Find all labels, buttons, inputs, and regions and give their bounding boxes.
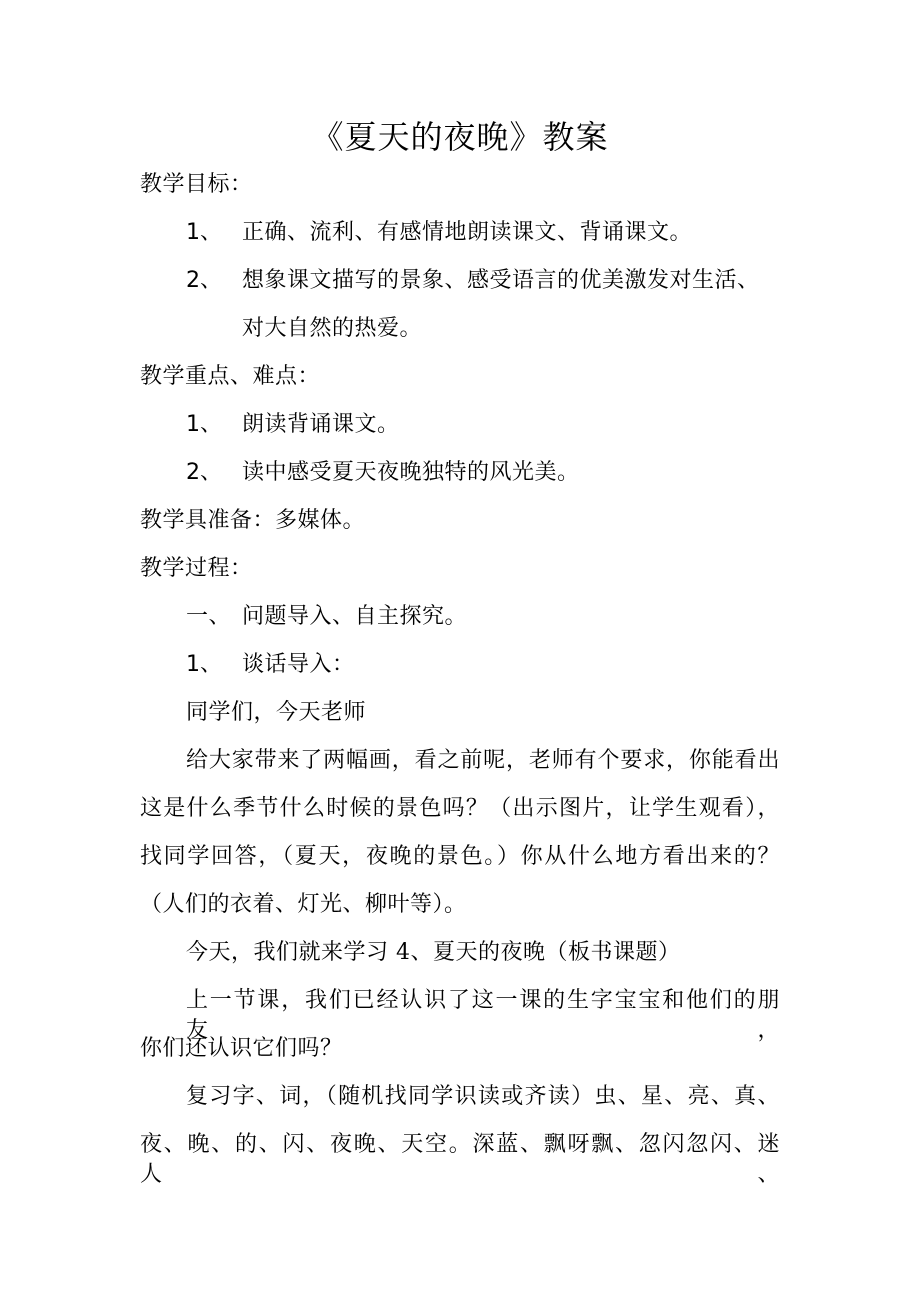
- paragraph-line: 同学们，今天老师: [186, 700, 367, 725]
- paragraph-line: 这是什么季节什么时候的景色吗？（出示图片，让学生观看），: [140, 796, 780, 821]
- objectives-heading: 教学目标：: [140, 172, 253, 197]
- document-title: 《夏天的夜晚》教案: [311, 118, 609, 156]
- paragraph-line: 给大家带来了两幅画，看之前呢，老师有个要求，你能看出: [186, 748, 780, 773]
- key-point-number: 2、: [186, 460, 222, 485]
- process-heading: 教学过程：: [140, 556, 253, 581]
- paragraph-line: 你们还认识它们吗？: [140, 1036, 343, 1061]
- key-point-text: 朗读背诵课文。: [242, 412, 400, 437]
- step-number: 1、: [186, 652, 222, 677]
- key-point-number: 1、: [186, 412, 222, 437]
- key-points-heading: 教学重点、难点：: [140, 364, 321, 389]
- objective-text: 正确、流利、有感情地朗读课文、背诵课文。: [242, 220, 693, 245]
- objective-number: 1、: [186, 220, 222, 245]
- paragraph-line: 复习字、词，（随机找同学识读或齐读）虫、星、亮、真、: [186, 1084, 780, 1109]
- key-point-text: 读中感受夏天夜晚独特的风光美。: [242, 460, 580, 485]
- paragraph-line: 上一节课，我们已经认识了这一课的生字宝宝和他们的朋友，: [186, 988, 780, 1043]
- paragraph-line: 找同学回答，（夏天，夜晚的景色。）你从什么地方看出来的？: [140, 844, 780, 869]
- materials-line: 教学具准备：多媒体。: [140, 508, 366, 533]
- section-title: 问题导入、自主探究。: [242, 604, 468, 629]
- objective-text: 想象课文描写的景象、感受语言的优美激发对生活、: [242, 268, 760, 293]
- paragraph-line: 夜、晚、的、闪、夜晚、天空。深蓝、飘呀飘、忽闪忽闪、迷人、: [140, 1132, 780, 1187]
- section-number: 一、: [186, 604, 232, 629]
- objective-text-continued: 对大自然的热爱。: [242, 316, 423, 341]
- step-title: 谈话导入：: [242, 652, 355, 677]
- paragraph-line: （人们的衣着、灯光、柳叶等）。: [140, 892, 467, 917]
- objective-number: 2、: [186, 268, 222, 293]
- paragraph-line: 今天，我们就来学习 4、夏天的夜晚（板书课题）: [186, 940, 681, 965]
